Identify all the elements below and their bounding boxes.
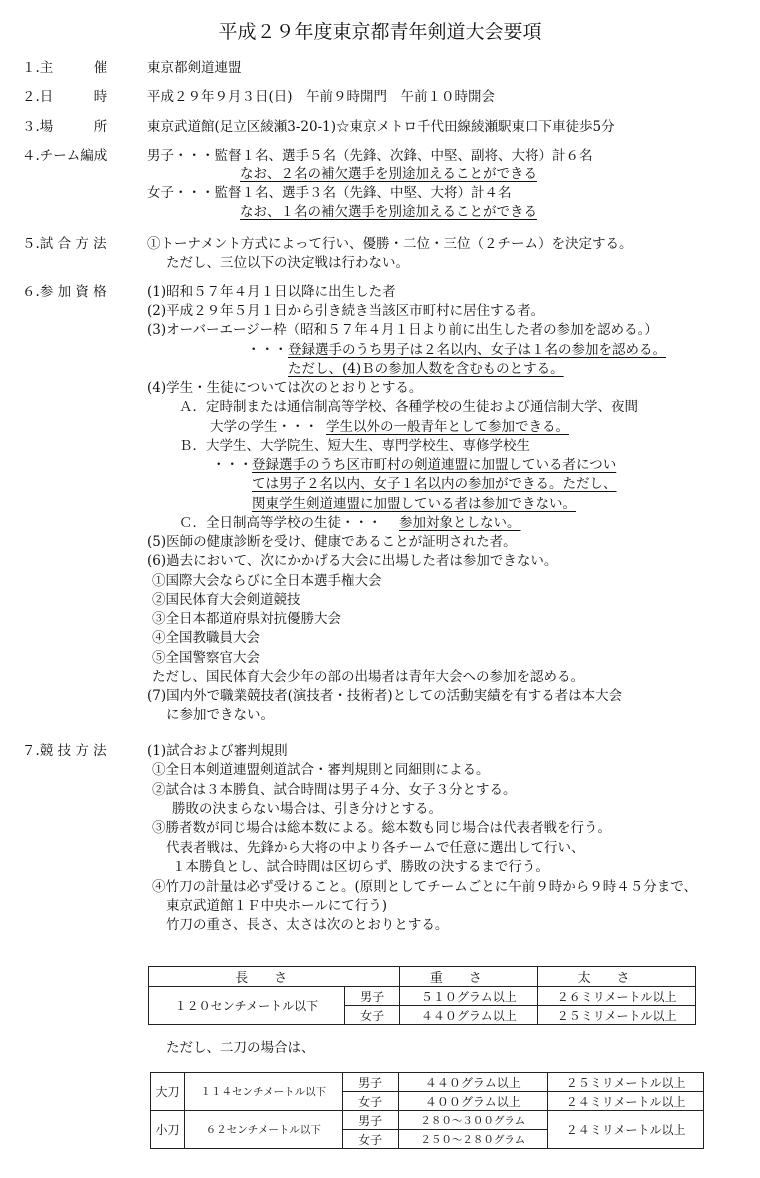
weight-cell: ５１０グラム以上 [400,987,538,1006]
match-method-line: ①トーナメント方式によって行い、優勝・二位・三位（２チーム）を決定する。 [147,236,633,252]
shoto-label: 小刀 [151,1111,185,1149]
eligibility-item-cont: に参加できない。 [166,707,274,723]
nito-spec-table [150,1072,704,1149]
weight-cell: ４００グラム以上 [398,1092,548,1111]
eligibility-item: (1)昭和５７年４月１日以降に出生した者 [147,284,396,300]
header-thickness: 太さ [538,967,696,987]
team-men-substitute-note: なお、２名の補欠選手を別途加えることができる [240,166,537,182]
eligibility-note: ただし、国民体育大会少年の部の出場者は青年大会への参加を認める。 [152,669,584,685]
section-label-eligibility: ６.参 加 資 格 [22,284,107,300]
excluded-tournament: ②国民体育大会剣道競技 [152,592,301,608]
weight-cell: ２５０～２８０グラム [398,1130,548,1149]
eligibility-underlined: 登録選手のうち男子は２名以内、女子は１名の参加を認める。 [288,342,666,358]
match-method-note: ただし、三位以下の決定戦は行わない。 [166,255,409,271]
eligibility-subitem: Ｂ．大学生、大学院生、短大生、専門学校生、専修学校生 [179,438,530,454]
thickness-cell: ２５ミリメートル以上 [548,1073,704,1092]
sex-cell: 女子 [342,1092,398,1111]
length-value: １２０センチメートル以下 [149,987,345,1025]
organizer-text: 東京都剣道連盟 [147,60,242,76]
eligibility-item: (7)国内外で職業競技者(演技者・技術者)としての活動実績を有する者は本大会 [147,688,623,704]
daito-label: 大刀 [151,1073,185,1111]
shinai-spec-table [148,966,696,1025]
sex-cell: 男子 [344,987,400,1006]
competition-rule-cont: 勝敗の決まらない場合は、引き分けとする。 [172,801,442,817]
weight-cell: ２８０～３００グラム [398,1111,548,1130]
eligibility-dots: ・・・ [212,457,253,473]
weight-cell: ４４０グラム以上 [400,1006,538,1025]
thickness-cell: ２４ミリメートル以上 [548,1111,704,1149]
sex-cell: 女子 [344,1006,400,1025]
competition-rule-cont: 竹刀の重さ、長さ、太さは次のとおりとする。 [166,917,449,933]
eligibility-item: (4)学生・生徒については次のとおりとする。 [147,380,423,396]
excluded-tournament: ⑤全国警察官大会 [152,650,260,666]
datetime-text: 平成２９年９月３日(日) 午前９時開門 午前１０時開会 [147,89,496,105]
thickness-cell: ２４ミリメートル以上 [548,1092,704,1111]
competition-item: (1)試合および審判規則 [147,743,288,759]
competition-rule: ②試合は３本勝負、試合時間は男子４分、女子３分とする。 [152,782,517,798]
eligibility-subitem: Ａ．定時制または通信制高等学校、各種学校の生徒および通信制大学、夜間 [179,399,638,415]
sex-cell: 男子 [342,1073,398,1092]
section-label-datetime: ２.日 時 [22,89,108,105]
competition-rule: ③勝者数が同じ場合は総本数による。総本数も同じ場合は代表者戦を行う。 [152,820,611,836]
thickness-cell: ２５ミリメートル以上 [538,1006,696,1025]
thickness-cell: ２６ミリメートル以上 [538,987,696,1006]
team-men-line: 男子・・・監督１名、選手５名（先鋒、次鋒、中堅、副将、大将）計６名 [147,148,593,164]
eligibility-item: (3)オーバーエージー枠（昭和５７年４月１日より前に出生した者の参加を認める。） [147,322,658,338]
competition-rule-cont: １本勝負とし、試合時間は区切らず、勝敗の決するまで行う。 [172,859,549,875]
daito-length: １１４センチメートル以下 [184,1073,342,1111]
header-length: 長さ [149,967,400,987]
weight-cell: ４４０グラム以上 [398,1073,548,1092]
competition-rule: ④竹刀の計量は必ず受けること。(原則としてチームごとに午前９時から９時４５分まで、 [152,879,697,895]
sex-cell: 男子 [342,1111,398,1130]
eligibility-underlined: ただし、(4)Ｂの参加人数を含むものとする。 [288,361,564,377]
eligibility-subitem: Ｃ．全日制高等学校の生徒・・・ [179,515,382,531]
competition-rule: ①全日本剣道連盟剣道試合・審判規則と同細則による。 [152,762,490,778]
shoto-length: ６２センチメートル以下 [184,1111,342,1149]
section-label-team: ４.チーム編成 [22,148,108,164]
eligibility-underlined: 関東学生剣道連盟に加盟している者は参加できない。 [252,496,576,512]
nito-note: ただし、二刀の場合は、 [166,1040,315,1056]
eligibility-underlined: 学生以外の一般青年として参加できる。 [326,419,569,435]
eligibility-item: (6)過去において、次にかかげる大会に出場した者は参加できない。 [147,553,558,569]
section-label-venue: ３.場 所 [22,119,108,135]
eligibility-subitem: 大学の学生・・・ [210,419,318,435]
excluded-tournament: ③全日本都道府県対抗優勝大会 [152,611,341,627]
page-title: 平成２９年度東京都青年剣道大会要項 [218,21,542,43]
excluded-tournament: ①国際大会ならびに全日本選手権大会 [152,573,382,589]
section-label-match-method: ５.試 合 方 法 [22,236,107,252]
competition-rule-cont: 代表者戦は、先鋒から大将の中より各チームで任意に選出して行い、 [166,840,585,856]
team-women-line: 女子・・・監督１名、選手３名（先鋒、中堅、大将）計４名 [147,185,512,201]
venue-text: 東京武道館(足立区綾瀬3-20-1)☆東京メトロ千代田線綾瀬駅東口下車徒歩5分 [147,119,615,135]
eligibility-underlined: ては男子２名以内、女子１名以内の参加ができる。ただし、 [252,476,617,492]
section-label-competition: ７.競 技 方 法 [22,743,107,759]
eligibility-underlined: 参加対象としない。 [399,515,521,531]
eligibility-item: (2)平成２９年５月１日から引き続き当該区市町村に居住する者。 [147,303,545,319]
eligibility-item: (5)医師の健康診断を受け、健康であることが証明された者。 [147,534,517,550]
team-women-substitute-note: なお、１名の補欠選手を別途加えることができる [240,204,537,220]
sex-cell: 女子 [342,1130,398,1149]
section-label-organizer: １.主 催 [22,60,108,76]
excluded-tournament: ④全国教職員大会 [152,630,260,646]
eligibility-dots: ・・・ [247,342,288,358]
header-weight: 重さ [400,967,538,987]
competition-rule-cont: 東京武道館１Ｆ中央ホールにて行う) [166,898,387,914]
eligibility-underlined: 登録選手のうち区市町村の剣道連盟に加盟している者につい [252,457,617,473]
